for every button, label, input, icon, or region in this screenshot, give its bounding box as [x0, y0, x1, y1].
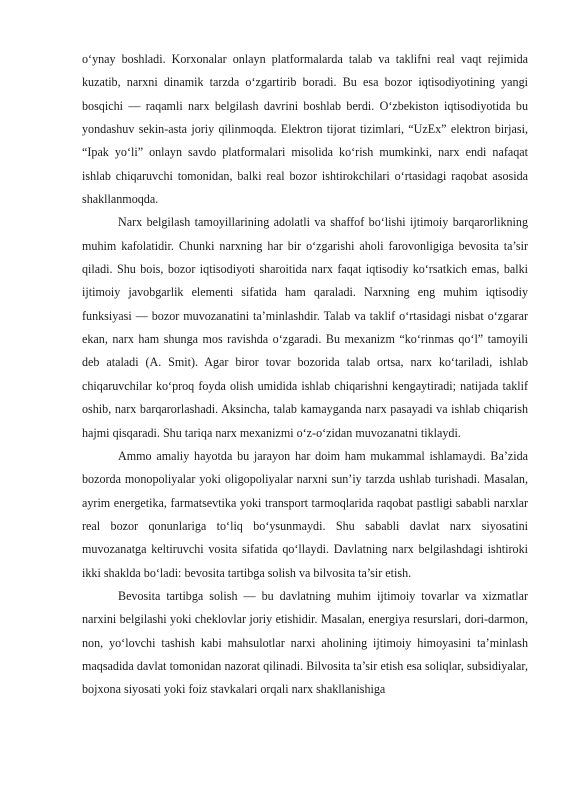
paragraph-4: Bevosita tartibga solish — bu davlatning muhim ijtimoiy tovarlar va xizmatlar narxini belgilashi yoki cheklovlar joriy etishidir. Masalan, energiya resurslari, dori-darmon, non, yo‘lovchi tashish kabi mahsulotlar narxi aholining ijtimoiy himoyasini ta’minlash maqsadida davlat tomonidan nazorat qilinadi. Bilvosita ta’sir etish esa soliqlar, subsidiyalar, bojxona siyosati yoki foiz stavkalari orqali narx shakllanishiga: [82, 588, 528, 697]
paragraph-3: Ammo amaliy hayotda bu jarayon har doim ham mukammal ishlamaydi. Ba’zida bozorda monopoliyalar yoki oligopoliyalar narxni sun’iy tarzda ushlab turishadi. Masalan, ayrim energetika, farmatsevtika yoki transport tarmoqlarida raqobat pastligi sababli narxlar real bozor qonunlariga to‘liq bo‘ysunmaydi. Shu sababli davlat narx siyosatini muvozanatga keltiruvchi vosita sifatida qo‘llaydi. Davlatning narx belgilashdagi ishtiroki ikki shaklda bo‘ladi: bevosita tartibga solish va bilvosita ta’sir etish.: [82, 448, 528, 580]
document-body: [82, 48, 528, 702]
paragraph-1: o‘ynay boshladi. Korxonalar onlayn platformalarda talab va taklifni real vaqt rejimida kuzatib, narxni dinamik tarzda o‘zgartirib boradi. Bu esa bozor iqtisodiyotining yangi bosqichi — raqamli narx belgilash davrini boshlab berdi. O‘zbekiston iqtisodiyotida bu yondashuv sekin-asta joriy qilinmoqda. Elektron tijorat tizimlari, “UzEx” elektron birjasi, “Ipak yo‘li” onlayn savdo platformalari misolida ko‘rish mumkinki, narx endi nafaqat ishlab chiqaruvchi tomonidan, balki real bozor ishtirokchilari o‘rtasidagi raqobat asosida shakllanmoqda.: [82, 52, 528, 207]
paragraph-2: Narx belgilash tamoyillarining adolatli va shaffof bo‘lishi ijtimoiy barqarorlikning muhim kafolatidir. Chunki narxning har bir o‘zgarishi aholi farovonligiga bevosita ta’sir qiladi. Shu bois, bozor iqtisodiyoti sharoitida narx faqat iqtisodiy ko‘rsatkich emas, balki ijtimoiy javobgarlik elementi sifatida ham qaraladi. Narxning eng muhim iqtisodiy funksiyasi — bozor muvozanatini ta’minlashdir. Talab va taklif o‘rtasidagi nisbat o‘zgarar ekan, narx ham shunga mos ravishda o‘zgaradi. Bu mexanizm “ko‘rinmas qo‘l” tamoyili deb ataladi (A. Smit). Agar biror tovar bozorida talab ortsa, narx ko‘tariladi, ishlab chiqaruvchilar ko‘proq foyda olish umidida ishlab chiqarishni kengaytiradi; natijada taklif oshib, narx barqarorlashadi. Aksincha, talab kamayganda narx pasayadi va ishlab chiqarish hajmi qisqaradi. Shu tariqa narx mexanizmi o‘z-o‘zidan muvozanatni tiklaydi.: [82, 215, 528, 440]
